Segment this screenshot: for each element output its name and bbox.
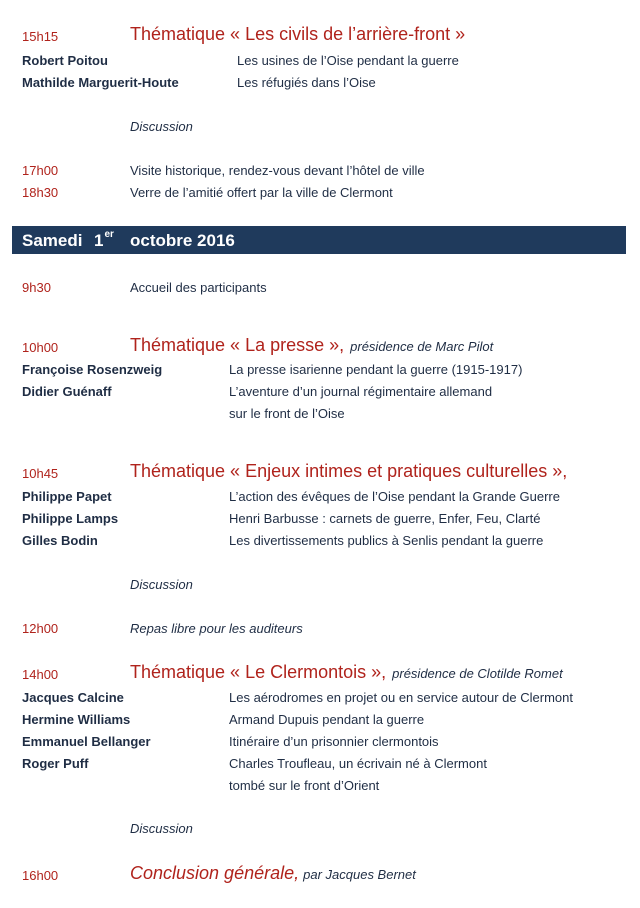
day-weekday: Samedi — [22, 231, 83, 250]
speaker-name: Philippe Lamps — [22, 511, 119, 526]
welcome-text: Accueil des participants — [130, 280, 267, 295]
talk-title-continued: sur le front de l’Oise — [229, 406, 345, 421]
theme-title-block3: Thématique « Enjeux intimes et pratiques culturelles », — [130, 461, 568, 481]
talk-title: Les réfugiés dans l’Oise — [237, 75, 376, 90]
talk-title: Les divertissements publics à Senlis pendant la guerre — [229, 533, 544, 548]
time-block2: 10h00 — [22, 340, 59, 355]
day-month-year: octobre 2016 — [130, 231, 235, 250]
day-number — [94, 231, 114, 251]
time-block4: 14h00 — [22, 667, 59, 682]
speaker-name: Jacques Calcine — [22, 690, 124, 705]
discussion-label: Discussion — [130, 821, 193, 836]
theme-title-block1: Thématique « Les civils de l’arrière-front » — [130, 24, 466, 44]
talk-title: Les usines de l’Oise pendant la guerre — [237, 53, 459, 68]
day-header-band — [12, 226, 626, 254]
conclusion-speaker: par Jacques Bernet — [303, 867, 416, 882]
discussion-label: Discussion — [130, 119, 193, 134]
time-drink: 18h30 — [22, 185, 59, 200]
conclusion-title — [130, 863, 416, 884]
theme-title-block2 — [130, 335, 493, 356]
drink-text: Verre de l’amitié offert par la ville de Clermont — [130, 185, 393, 200]
talk-title: Itinéraire d’un prisonnier clermontois — [229, 734, 439, 749]
day-number-value: 1 — [94, 231, 104, 250]
speaker-name: Emmanuel Bellanger — [22, 734, 151, 749]
time-conclusion: 16h00 — [22, 868, 59, 883]
speaker-name: Françoise Rosenzweig — [22, 362, 163, 377]
talk-title: Charles Troufleau, un écrivain né à Clermont — [229, 756, 487, 771]
day-number-suffix: er — [104, 229, 114, 241]
time-block3: 10h45 — [22, 466, 59, 481]
talk-title: La presse isarienne pendant la guerre (1915-1917) — [229, 362, 523, 377]
talk-title: Henri Barbusse : carnets de guerre, Enfer, Feu, Clarté — [229, 511, 541, 526]
talk-title: L’aventure d’un journal régimentaire allemand — [229, 384, 493, 399]
visit-text: Visite historique, rendez-vous devant l’hôtel de ville — [130, 163, 425, 178]
time-welcome: 9h30 — [22, 280, 51, 295]
conclusion-title-text: Conclusion générale, — [130, 863, 300, 883]
presidency-text: présidence de Clotilde Romet — [392, 666, 563, 681]
talk-title: L’action des évêques de l’Oise pendant la Grande Guerre — [229, 489, 560, 504]
theme-title-text: Thématique « Le Clermontois », — [130, 662, 387, 682]
speaker-name: Gilles Bodin — [22, 533, 98, 548]
speaker-name: Hermine Williams — [22, 712, 131, 727]
lunch-text: Repas libre pour les auditeurs — [130, 621, 303, 636]
time-lunch: 12h00 — [22, 621, 59, 636]
theme-title-text: Thématique « La presse », — [130, 335, 345, 355]
talk-title: Armand Dupuis pendant la guerre — [229, 712, 425, 727]
talk-title-continued: tombé sur le front d’Orient — [229, 778, 380, 793]
speaker-name: Roger Puff — [22, 756, 89, 771]
speaker-name: Mathilde Marguerit-Houte — [22, 75, 179, 90]
talk-title: Les aérodromes en projet ou en service autour de Clermont — [229, 690, 573, 705]
presidency-text: présidence de Marc Pilot — [350, 339, 494, 354]
speaker-name: Didier Guénaff — [22, 384, 112, 399]
discussion-label: Discussion — [130, 577, 193, 592]
time-block1: 15h15 — [22, 29, 59, 44]
speaker-name: Philippe Papet — [22, 489, 112, 504]
theme-title-block4 — [130, 662, 563, 683]
time-visit: 17h00 — [22, 163, 59, 178]
speaker-name: Robert Poitou — [22, 53, 108, 68]
